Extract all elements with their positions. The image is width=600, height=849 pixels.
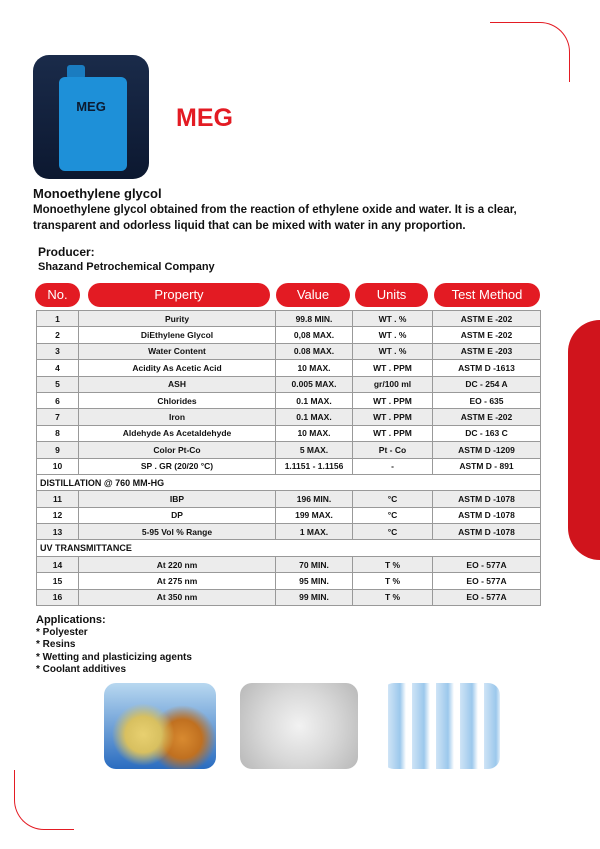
row-units: -	[353, 458, 433, 474]
table-row	[37, 392, 541, 408]
row-no: 12	[37, 507, 79, 523]
table-row	[37, 311, 541, 327]
table-row	[37, 409, 541, 425]
row-test-method: ASTM E -203	[433, 343, 541, 359]
table-row	[37, 524, 541, 540]
row-no: 10	[37, 458, 79, 474]
row-units: WT . PPM	[353, 409, 433, 425]
table-row	[37, 458, 541, 474]
decorative-red-semicircle	[568, 320, 600, 560]
row-units: Pt - Co	[353, 442, 433, 458]
row-value: 196 MIN.	[276, 491, 353, 507]
row-value: 5 MAX.	[276, 442, 353, 458]
row-test-method: EO - 635	[433, 392, 541, 408]
row-no: 11	[37, 491, 79, 507]
row-units: T %	[353, 556, 433, 572]
decorative-corner-line	[490, 22, 570, 82]
row-property: DiEthylene Glycol	[79, 327, 276, 343]
producer-label: Producer:	[38, 245, 95, 259]
application-item: * Polyester	[36, 626, 88, 638]
row-test-method: ASTM E -202	[433, 409, 541, 425]
row-units: gr/100 ml	[353, 376, 433, 392]
table-row	[37, 556, 541, 572]
header-value: Value	[276, 283, 350, 307]
row-value: 10 MAX.	[276, 360, 353, 376]
row-property: IBP	[79, 491, 276, 507]
row-no: 13	[37, 524, 79, 540]
row-no: 2	[37, 327, 79, 343]
table-row	[37, 343, 541, 359]
row-no: 5	[37, 376, 79, 392]
row-value: 0.005 MAX.	[276, 376, 353, 392]
section-row	[37, 474, 541, 490]
decorative-corner-line	[14, 770, 74, 830]
row-value: 99.8 MIN.	[276, 311, 353, 327]
row-value: 1.1151 - 1.1156	[276, 458, 353, 474]
row-value: 0.08 MAX.	[276, 343, 353, 359]
meg-jerrycan-image: MEG	[33, 55, 149, 179]
row-units: WT . PPM	[353, 360, 433, 376]
row-property: Chlorides	[79, 392, 276, 408]
row-test-method: ASTM D -1078	[433, 491, 541, 507]
row-value: 0,08 MAX.	[276, 327, 353, 343]
row-property: Iron	[79, 409, 276, 425]
row-no: 4	[37, 360, 79, 376]
row-units: WT . %	[353, 311, 433, 327]
product-description: Monoethylene glycol obtained from the reaction of ethylene oxide and water. It is a clear, transparent and odorless liquid that can be mixed with water in any proportion.	[33, 204, 517, 232]
row-no: 15	[37, 573, 79, 589]
row-no: 3	[37, 343, 79, 359]
row-property: Color Pt-Co	[79, 442, 276, 458]
row-test-method: ASTM D - 891	[433, 458, 541, 474]
table-row	[37, 589, 541, 605]
row-test-method: EO - 577A	[433, 556, 541, 572]
row-property: Acidity As Acetic Acid	[79, 360, 276, 376]
water-bottles-image	[382, 683, 500, 769]
row-units: WT . %	[353, 343, 433, 359]
row-value: 0.1 MAX.	[276, 392, 353, 408]
row-property: At 350 nm	[79, 589, 276, 605]
table-row	[37, 442, 541, 458]
row-value: 1 MAX.	[276, 524, 353, 540]
product-title: MEG	[176, 104, 233, 132]
row-test-method: ASTM D -1078	[433, 524, 541, 540]
product-name: Monoethylene glycol	[33, 186, 162, 201]
section-title: UV TRANSMITTANCE	[37, 540, 541, 556]
section-title: DISTILLATION @ 760 MM-HG	[37, 474, 541, 490]
row-test-method: DC - 254 A	[433, 376, 541, 392]
table-row	[37, 491, 541, 507]
polyester-flakes-image	[240, 683, 358, 769]
table-row	[37, 573, 541, 589]
row-property: At 220 nm	[79, 556, 276, 572]
application-item: * Resins	[36, 639, 76, 650]
row-units: °C	[353, 507, 433, 523]
header-test-method: Test Method	[434, 283, 540, 307]
row-no: 9	[37, 442, 79, 458]
row-no: 8	[37, 425, 79, 441]
row-test-method: ASTM D -1613	[433, 360, 541, 376]
row-no: 1	[37, 311, 79, 327]
row-no: 7	[37, 409, 79, 425]
row-units: T %	[353, 589, 433, 605]
row-property: Water Content	[79, 343, 276, 359]
row-property: At 275 nm	[79, 573, 276, 589]
section-row	[37, 540, 541, 556]
row-test-method: ASTM E -202	[433, 327, 541, 343]
row-value: 95 MIN.	[276, 573, 353, 589]
row-property: SP . GR (20/20 °C)	[79, 458, 276, 474]
table-row	[37, 327, 541, 343]
row-test-method: ASTM E -202	[433, 311, 541, 327]
row-value: 0.1 MAX.	[276, 409, 353, 425]
row-units: °C	[353, 491, 433, 507]
row-test-method: ASTM D -1078	[433, 507, 541, 523]
producer-name: Shazand Petrochemical Company	[38, 261, 215, 273]
row-property: DP	[79, 507, 276, 523]
row-value: 70 MIN.	[276, 556, 353, 572]
table-row	[37, 376, 541, 392]
row-test-method: ASTM D -1209	[433, 442, 541, 458]
table-row	[37, 507, 541, 523]
row-property: Purity	[79, 311, 276, 327]
application-item: * Wetting and plasticizing agents	[36, 651, 192, 663]
row-value: 10 MAX.	[276, 425, 353, 441]
row-value: 99 MIN.	[276, 589, 353, 605]
applications	[36, 614, 192, 677]
row-test-method: DC - 163 C	[433, 425, 541, 441]
row-property: 5-95 Vol % Range	[79, 524, 276, 540]
row-units: WT . PPM	[353, 425, 433, 441]
header-property: Property	[88, 283, 270, 307]
header-units: Units	[355, 283, 428, 307]
table-row	[37, 360, 541, 376]
row-property: Aldehyde As Acetaldehyde	[79, 425, 276, 441]
row-units: WT . %	[353, 327, 433, 343]
applications-label: Applications:	[36, 614, 106, 626]
header-no: No.	[35, 283, 80, 307]
specification-table	[36, 310, 541, 606]
row-property: ASH	[79, 376, 276, 392]
row-value: 199 MAX.	[276, 507, 353, 523]
row-units: °C	[353, 524, 433, 540]
glycol-beakers-image	[104, 683, 216, 769]
row-no: 6	[37, 392, 79, 408]
row-test-method: EO - 577A	[433, 573, 541, 589]
table-row	[37, 425, 541, 441]
row-no: 16	[37, 589, 79, 605]
application-item: * Coolant additives	[36, 664, 127, 675]
row-test-method: EO - 577A	[433, 589, 541, 605]
row-no: 14	[37, 556, 79, 572]
row-units: WT . PPM	[353, 392, 433, 408]
row-units: T %	[353, 573, 433, 589]
